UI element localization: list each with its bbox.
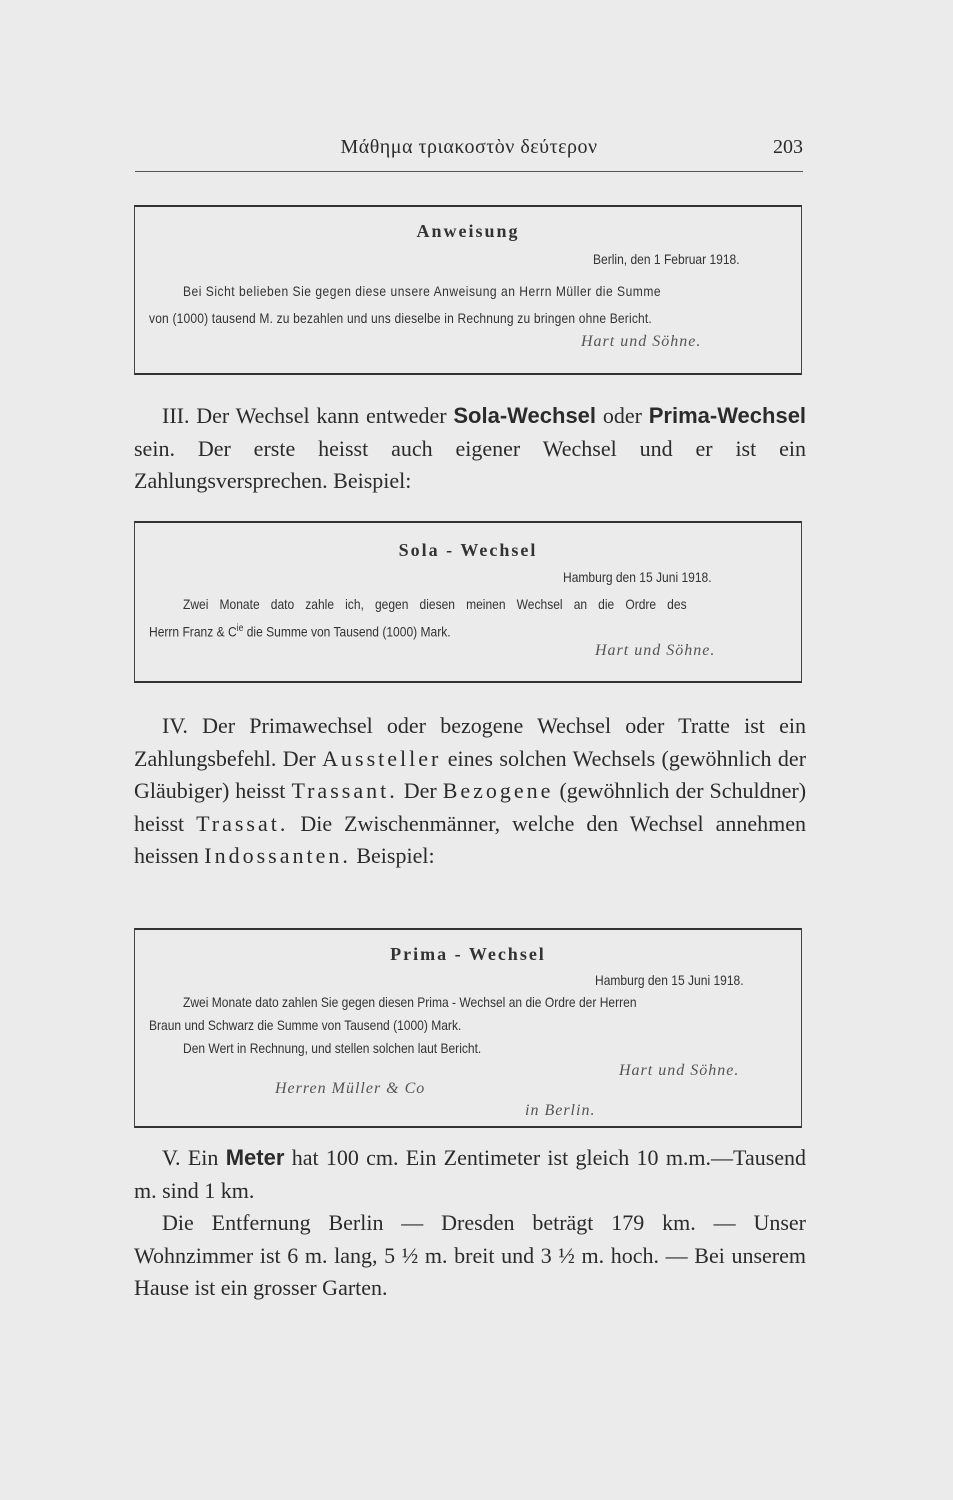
- term-aussteller: Aussteller: [322, 745, 442, 771]
- section-iii-text-1: Der Wechsel kann entweder: [196, 403, 447, 428]
- prima-place: in Berlin.: [525, 1102, 596, 1119]
- section-v-text-2: hat 100 cm. Ein Zentimeter ist gleich 10 m.m.—Tausend m. sind 1 km.: [134, 1145, 807, 1203]
- section-v-numeral: V.: [162, 1145, 181, 1170]
- prima-addressee: Herren Müller & Co: [275, 1080, 426, 1097]
- sola-wechsel-box: [134, 521, 802, 683]
- anweisung-line-1: Bei Sicht belieben Sie gegen diese unsere Anweisung an Herrn Müller die Summe: [183, 283, 662, 299]
- section-iv-text-2: eines solchen Wechsels (gewöhnlich der Gläubiger) heisst: [134, 745, 807, 803]
- section-iv-numeral: IV.: [162, 713, 188, 738]
- term-meter: Meter: [225, 1145, 285, 1170]
- section-v-text-3: Die Entfernung Berlin — Dresden beträgt 179 km. — Unser Wohnzimmer ist 6 m. lang, 5 ½ m. breit und 3 ½ m. hoch. — Bei unserem Hause ist ein grosser Garten.: [134, 1210, 806, 1300]
- section-iii: [134, 400, 806, 498]
- term-trassat: Trassat.: [196, 810, 289, 836]
- section-iii-text-2: oder: [602, 403, 642, 428]
- prima-signature: Hart und Söhne.: [619, 1062, 740, 1079]
- anweisung-date: Berlin, den 1 Februar 1918.: [593, 251, 740, 267]
- prima-line-1: Zwei Monate dato zahlen Sie gegen diesen Prima - Wechsel an die Ordre der Herren: [183, 994, 637, 1010]
- sola-line-2-b: die Summe von Tausend (1000) Mark.: [243, 623, 451, 640]
- section-iv-text-1: Der Primawechsel oder bezogene Wechsel oder Tratte ist ein Zahlungsbefehl. Der: [134, 713, 806, 771]
- page-number: 203: [773, 136, 803, 158]
- sola-line-2-sup: ie: [236, 623, 244, 634]
- anweisung-box: [134, 205, 802, 375]
- prima-wechsel-box: [134, 928, 802, 1128]
- section-iv-text-5: Die Zwischenmänner, welche den Wechsel annehmen heissen: [134, 810, 807, 868]
- anweisung-line-2: von (1000) tausend M. zu bezahlen und uns dieselbe in Rechnung zu bringen ohne Bericht.: [149, 310, 652, 326]
- prima-line-2: Braun und Schwarz die Summe von Tausend (1000) Mark.: [149, 1017, 462, 1033]
- section-iv-text-4: (gewöhnlich der Schuldner) heisst: [134, 778, 807, 836]
- term-indossanten: Indossanten.: [204, 843, 351, 868]
- section-iii-text-3: sein. Der erste heisst auch eigener Wechsel und er ist ein Zahlungsversprechen. Beispiel:: [134, 435, 806, 493]
- sola-date: Hamburg den 15 Juni 1918.: [563, 569, 712, 585]
- anweisung-title: Anweisung: [416, 221, 520, 241]
- prima-date: Hamburg den 15 Juni 1918.: [595, 972, 744, 988]
- sola-line-2: [149, 623, 451, 640]
- section-v-text-1: Ein: [187, 1145, 219, 1170]
- section-iii-numeral: III.: [162, 403, 190, 428]
- section-iv-text-3: Der: [403, 778, 437, 803]
- prima-title: Prima - Wechsel: [390, 944, 546, 964]
- page-title: Μάθημα τριακοστὸν δεύτερον: [340, 136, 598, 158]
- page-header: [135, 132, 803, 172]
- term-bezogene: Bezogene: [442, 778, 554, 803]
- section-iv-text-6: Beispiel:: [356, 843, 435, 868]
- term-trassant: Trassant.: [291, 778, 398, 803]
- prima-wechsel-term: Prima-Wechsel: [648, 403, 807, 428]
- section-v: [134, 1142, 806, 1305]
- sola-line-2-a: Herrn Franz & C: [149, 623, 237, 640]
- section-iv: [134, 710, 806, 873]
- anweisung-signature: Hart und Söhne.: [581, 333, 702, 350]
- sola-line-1: Zwei Monate dato zahle ich, gegen diesen meinen Wechsel an die Ordre des: [183, 596, 687, 612]
- sola-signature: Hart und Söhne.: [595, 642, 716, 659]
- prima-line-3: Den Wert in Rechnung, und stellen solchen laut Bericht.: [183, 1040, 482, 1056]
- header-rule: [135, 171, 803, 172]
- sola-title: Sola - Wechsel: [398, 540, 538, 560]
- sola-wechsel-term: Sola-Wechsel: [453, 403, 597, 428]
